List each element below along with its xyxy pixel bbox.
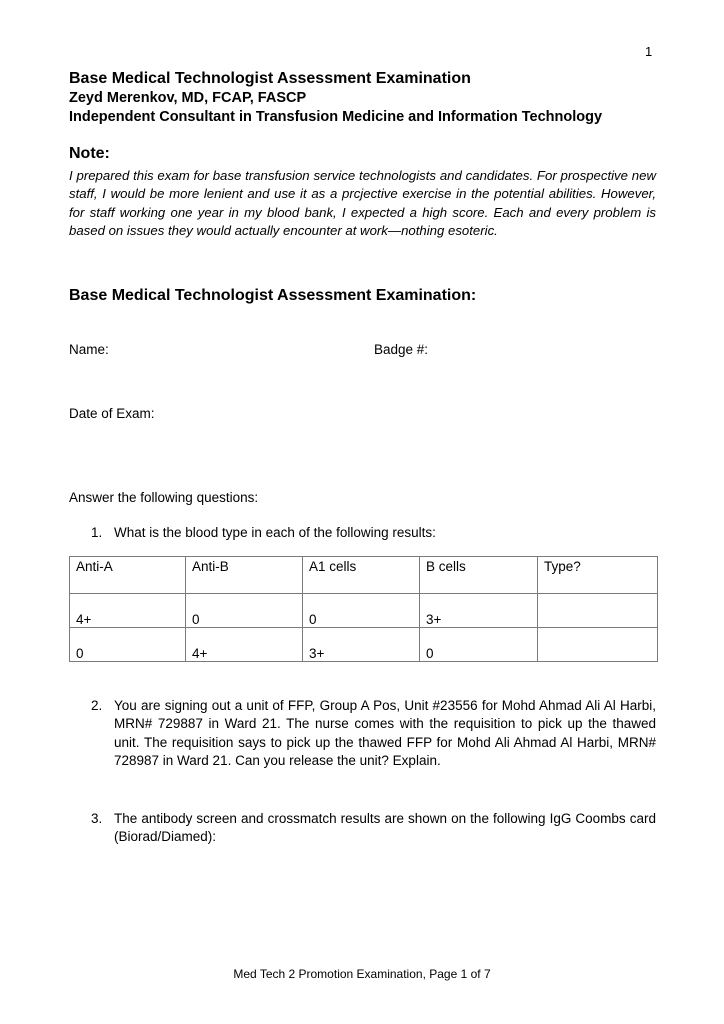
question-number: 3. [91,811,103,826]
table-cell: 3+ [303,628,420,662]
table-header-cell: A1 cells [303,557,420,594]
badge-label: Badge #: [374,342,429,357]
blood-type-table [69,556,658,662]
exam-heading: Base Medical Technologist Assessment Examination: [69,287,477,304]
document-title: Base Medical Technologist Assessment Examination [69,70,471,87]
table-header-cell: Anti-A [70,557,186,594]
table-cell: 0 [70,628,186,662]
table-header-cell: B cells [420,557,538,594]
table-header-cell: Anti-B [186,557,303,594]
date-of-exam-label: Date of Exam: [69,406,155,421]
type-answer-cell[interactable] [538,594,658,628]
question-text: You are signing out a unit of FFP, Group A Pos, Unit #23556 for Mohd Ahmad Ali Al Harbi, MRN# 729887 in Ward 21. The nurse comes with the requisition to pick up the thawed unit. The requisition says to pick up the thawed FFP for Mohd Ali Ahmad Al Harbi, MRN# 728987 in Ward 21. Can you release the unit? Explain. [114,698,656,769]
type-answer-cell[interactable] [538,628,658,662]
question-number: 2. [91,698,103,713]
table-row [70,628,658,662]
table-cell: 4+ [186,628,303,662]
note-body: I prepared this exam for base transfusion service technologists and candidates. For prospective new staff, I would be more lenient and use it as a prcjective exercise in the potential abilities. However, for staff working one year in my blood bank, I expected a high score. Each and every problem is based on issues they would actually encounter at work—nothing esoteric. [69,168,656,238]
table-header-row [70,557,658,594]
question-text: What is the blood type in each of the following results: [114,525,436,540]
table-cell: 0 [420,628,538,662]
author-line: Zeyd Merenkov, MD, FCAP, FASCP [69,90,307,106]
table-cell: 3+ [420,594,538,628]
question-3 [91,810,656,850]
table-row [70,594,658,628]
table-header-cell: Type? [538,557,658,594]
table-cell: 0 [303,594,420,628]
name-label: Name: [69,342,109,357]
question-number: 1. [91,525,103,540]
table-cell: 0 [186,594,303,628]
question-text: The antibody screen and crossmatch results are shown on the following IgG Coombs card (Biorad/Diamed): [114,811,656,845]
page-footer: Med Tech 2 Promotion Examination, Page 1 of 7 [233,967,491,981]
question-2 [91,697,656,777]
instructions: Answer the following questions: [69,490,259,505]
page-number: 1 [645,44,653,59]
note-heading: Note: [69,145,110,162]
table-cell: 4+ [70,594,186,628]
affiliation-line: Independent Consultant in Transfusion Medicine and Information Technology [69,109,603,125]
